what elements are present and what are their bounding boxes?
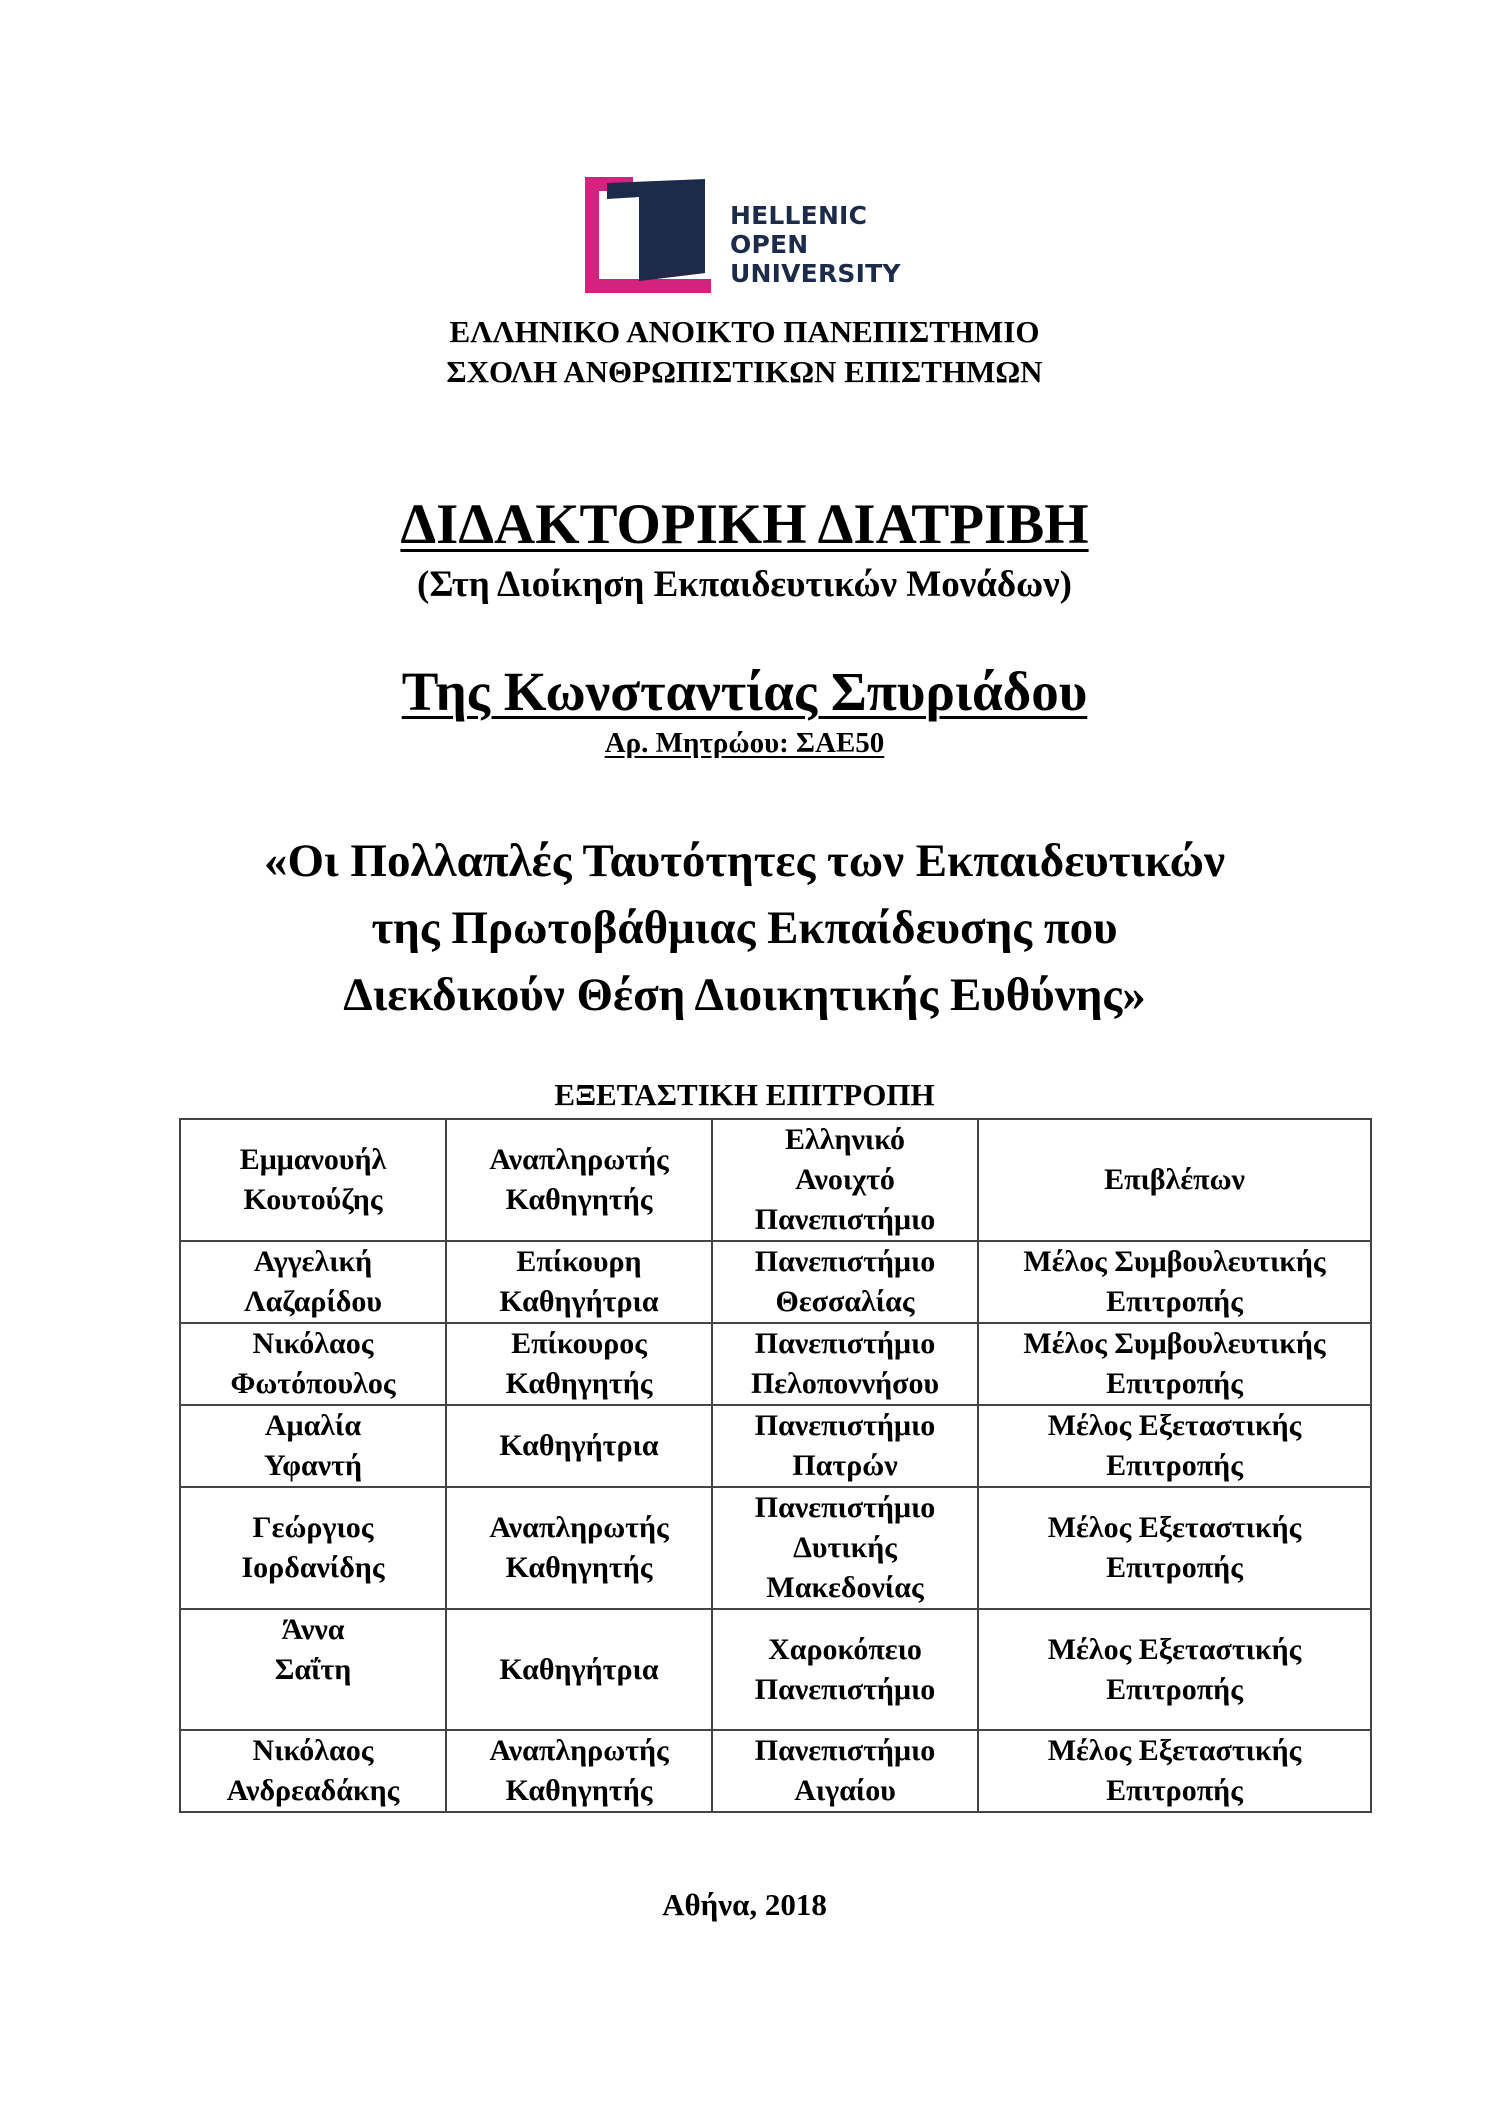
author-heading xyxy=(0,660,1489,724)
member-role: Μέλος Εξεταστικής Επιτροπής xyxy=(978,1609,1371,1730)
registration-number: Αρ. Μητρώου: ΣΑΕ50 xyxy=(604,727,885,759)
member-institution: Πανεπιστήμιο Πελοποννήσου xyxy=(712,1323,978,1405)
member-name: Νικόλαος Ανδρεαδάκης xyxy=(180,1730,446,1812)
thesis-type-heading xyxy=(0,492,1489,558)
thesis-type: ΔΙΔΑΚΤΟΡΙΚΗ ΔΙΑΤΡΙΒΗ xyxy=(400,493,1089,556)
member-rank: Επίκουρος Καθηγητής xyxy=(446,1323,712,1405)
table-row xyxy=(180,1730,1371,1812)
member-role: Μέλος Συμβουλευτικής Επιτροπής xyxy=(978,1241,1371,1323)
member-role: Μέλος Εξεταστικής Επιτροπής xyxy=(978,1405,1371,1487)
member-rank: Αναπληρωτής Καθηγητής xyxy=(446,1730,712,1812)
university-logo xyxy=(585,175,905,300)
member-institution: Χαροκόπειο Πανεπιστήμιο xyxy=(712,1609,978,1730)
table-row xyxy=(180,1323,1371,1405)
member-rank: Αναπληρωτής Καθηγητής xyxy=(446,1119,712,1241)
place-and-year: Αθήνα, 2018 xyxy=(662,1887,827,1922)
member-institution: Πανεπιστήμιο Αιγαίου xyxy=(712,1730,978,1812)
author-name: Της Κωνσταντίας Σπυριάδου xyxy=(401,661,1088,722)
title-line: «Οι Πολλαπλές Ταυτότητες των Εκπαιδευτικών xyxy=(264,835,1225,887)
member-name: Άννα Σαΐτη xyxy=(180,1609,446,1730)
member-rank: Καθηγήτρια xyxy=(446,1405,712,1487)
logo-line-3: UNIVERSITY xyxy=(730,259,901,288)
logo-line-1: HELLENIC xyxy=(730,201,868,230)
thesis-title xyxy=(80,828,1409,1029)
university-name: ΕΛΛΗΝΙΚΟ ΑΝΟΙΚΤΟ ΠΑΝΕΠΙΣΤΗΜΙΟ xyxy=(449,314,1040,349)
member-institution: Πανεπιστήμιο Δυτικής Μακεδονίας xyxy=(712,1487,978,1609)
member-name: Αγγελική Λαζαρίδου xyxy=(180,1241,446,1323)
logo-line-2: OPEN xyxy=(730,230,809,259)
table-row xyxy=(180,1241,1371,1323)
member-institution: Ελληνικό Ανοιχτό Πανεπιστήμιο xyxy=(712,1119,978,1241)
school-name: ΣΧΟΛΗ ΑΝΘΡΩΠΙΣΤΙΚΩΝ ΕΠΙΣΤΗΜΩΝ xyxy=(446,354,1043,389)
table-row xyxy=(180,1119,1371,1241)
open-book-logo-icon xyxy=(585,175,720,295)
committee-label: ΕΞΕΤΑΣΤΙΚΗ ΕΠΙΤΡΟΠΗ xyxy=(554,1077,935,1112)
registration-number-line xyxy=(0,725,1489,761)
member-name: Εμμανουήλ Κουτούζης xyxy=(180,1119,446,1241)
thesis-field: (Στη Διοίκηση Εκπαιδευτικών Μονάδων) xyxy=(417,564,1072,605)
table-row xyxy=(180,1405,1371,1487)
title-line: της Πρωτοβάθμιας Εκπαίδευσης που xyxy=(371,902,1118,954)
logo-wordmark xyxy=(730,201,901,288)
member-name: Αμαλία Υφαντή xyxy=(180,1405,446,1487)
member-name: Νικόλαος Φωτόπουλος xyxy=(180,1323,446,1405)
member-rank: Καθηγήτρια xyxy=(446,1609,712,1730)
member-name: Γεώργιος Ιορδανίδης xyxy=(180,1487,446,1609)
member-institution: Πανεπιστήμιο Πατρών xyxy=(712,1405,978,1487)
title-line: Διεκδικούν Θέση Διοικητικής Ευθύνης» xyxy=(343,969,1146,1021)
member-rank: Επίκουρη Καθηγήτρια xyxy=(446,1241,712,1323)
table-row xyxy=(180,1487,1371,1609)
member-role: Μέλος Εξεταστικής Επιτροπής xyxy=(978,1487,1371,1609)
committee-table xyxy=(179,1118,1372,1813)
member-rank: Αναπληρωτής Καθηγητής xyxy=(446,1487,712,1609)
member-role: Μέλος Συμβουλευτικής Επιτροπής xyxy=(978,1323,1371,1405)
table-row xyxy=(180,1609,1371,1730)
member-role: Μέλος Εξεταστικής Επιτροπής xyxy=(978,1730,1371,1812)
member-role: Επιβλέπων xyxy=(978,1119,1371,1241)
member-institution: Πανεπιστήμιο Θεσσαλίας xyxy=(712,1241,978,1323)
institution-header xyxy=(0,312,1489,392)
